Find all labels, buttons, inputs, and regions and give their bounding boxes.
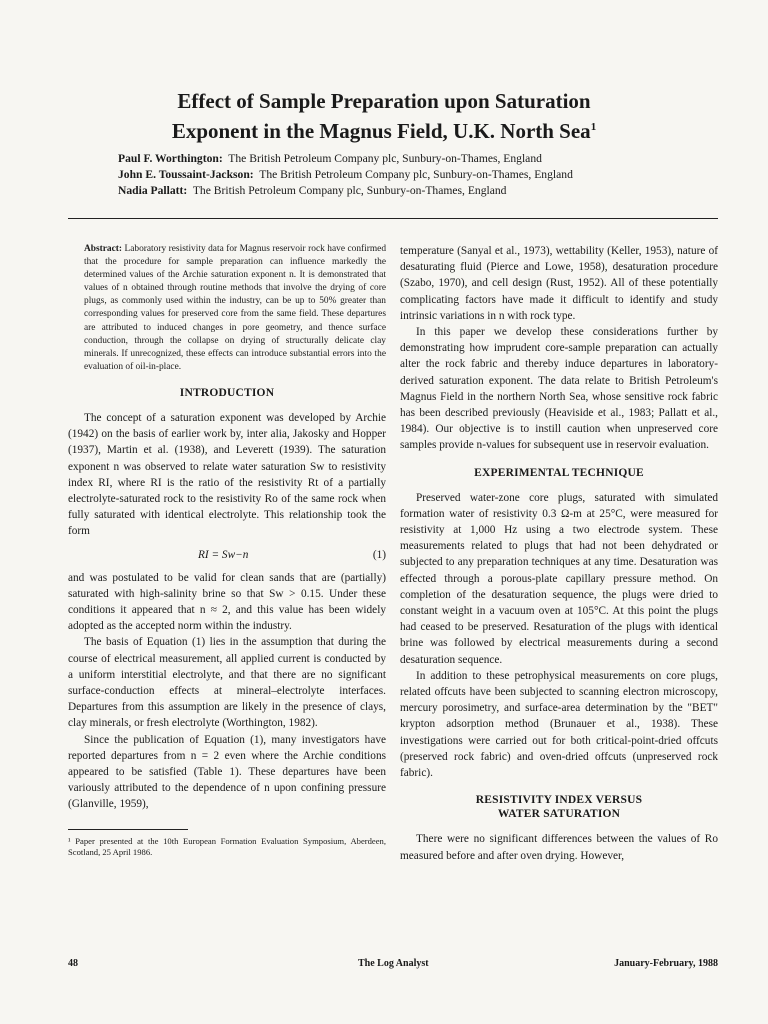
title-line-2: Exponent in the Magnus Field, U.K. North Sea$^1$ (171, 119, 597, 143)
abstract (68, 243, 386, 374)
header-divider (68, 218, 718, 219)
paragraph: In addition to these petrophysical measurements on core plugs, related offcuts have been subjected to scanning electron microscopy, mercury porosimetry, and surface-area determination by the "BET" krypton adsorption method (Brunauer et al., 1938). These investigations were carried out for both critical-point-dried offcuts (preserved rock fabric) and oven-dried offcuts (unpreserved rock fabric). (400, 669, 718, 780)
section-heading-line: WATER SATURATION (497, 808, 621, 821)
title-line-1: Effect of Sample Preparation upon Saturation (177, 89, 591, 113)
footnote: ¹ Paper presented at the 10th European Formation Evaluation Symposium, Aberdeen, Scotland, 25 April 1986. (68, 835, 386, 858)
paragraph: There were no significant differences between the values of Ro measured before and after oven drying. However, (400, 833, 718, 862)
paragraph: Since the publication of Equation (1), many investigators have reported departures from n = 2 even where the Archie conditions appeared to be satisfied (Table 1). These departures have been variously attributed to the dependence of n upon confining pressure (Glanville, 1959), (68, 733, 386, 811)
author-line (118, 167, 718, 183)
section-heading-experimental: EXPERIMENTAL TECHNIQUE (474, 466, 644, 479)
paragraph: and was postulated to be valid for clean sands that are (partially) saturated with high-salinity brine so that Sw > 0.15. Under these conditions it appeared that n ≈ 2, and this value has been widely adopted as the accepted norm within the industry. (68, 571, 386, 633)
author-affiliation: The British Petroleum Company plc, Sunbury-on-Thames, England (259, 168, 573, 181)
left-column (68, 243, 386, 859)
paragraph: The concept of a saturation exponent was developed by Archie (1942) on the basis of earlier work by, inter alia, Jakosky and Hopper (1937), Martin et al. (1938), and Leverett (1939). The saturation exponent n was observed to relate water saturation Sw to resistivity index RI, where RI is the ratio of the resistivity Rt of a partially electrolyte-saturated rock to the resistivity Ro of the same rock when fully saturated with identical electrolyte. This relationship took the form (68, 411, 386, 538)
title-footnote-mark: 1 (590, 121, 597, 133)
equation-1 (68, 544, 386, 566)
page-number: 48 (68, 958, 78, 969)
paragraph: In this paper we develop these considerations further by demonstrating how imprudent core-sample preparation can actually alter the rock fabric and thereby induce departures in laboratory-derived saturation exponent. The data relate to British Petroleum's Magnus Field in the northern North Sea, whose sensitive rock fabric has been described previously (Heaviside et al., 1983; Pallatt et al., 1984). Our objective is to instill caution when unpreserved core samples provide n-values for subsequent use in reservoir evaluation. (400, 326, 718, 452)
author-name: Nadia Pallatt: (118, 184, 188, 197)
author-affiliation: The British Petroleum Company plc, Sunbury-on-Thames, England (192, 184, 507, 197)
issue-date: January-February, 1988 (614, 958, 718, 969)
section-heading-introduction: INTRODUCTION (179, 386, 275, 399)
abstract-label: Abstract: (84, 244, 123, 254)
footnote-divider (68, 829, 188, 830)
journal-name: The Log Analyst (358, 958, 429, 969)
right-column (400, 243, 718, 864)
section-heading-line: RESISTIVITY INDEX VERSUS (475, 794, 643, 807)
author-affiliation: The British Petroleum Company plc, Sunbury-on-Thames, England (228, 152, 542, 165)
author-line (118, 151, 718, 167)
paragraph: The basis of Equation (1) lies in the assumption that during the course of electrical measurement, all applied current is conducted by a uniform interstitial electrolyte, and that there are no significant surface-conduction effects at mineral–electrolyte interfaces. Departures from this assumption are likely in the presence of clays, clay minerals, or fresh electrolyte (Worthington, 1982). (68, 636, 386, 730)
paragraph: temperature (Sanyal et al., 1973), wettability (Keller, 1953), nature of desaturating fluid (Pierce and Lowe, 1958), desaturation procedure (Szabo, 1970), and cell design (Rust, 1952). All of these potentially complicating factors have made it difficult to identify and study intrinsic variations in n with rock type. (400, 245, 718, 322)
author-name: John E. Toussaint-Jackson: (118, 168, 254, 181)
paragraph: Preserved water-zone core plugs, saturated with simulated formation water of resistivity 0.3 Ω-m at 25°C, were measured for resistivity at 1,000 Hz using a two electrode system. These measurements related to plugs that had not been dehydrated or subjected to any preparation techniques at any time. Desaturation was effected through a porous-plate capillary pressure method. On completion of the desaturation sequence, the plugs were dried to constant weight in a vacuum oven at 105°C. At this point the plugs had ceased to be preserved. Resaturation of the plugs with identical brine was followed by electrical measurements during a second desaturation sequence. (400, 491, 718, 666)
author-name: Paul F. Worthington: (118, 152, 223, 165)
equation-number: (1) (372, 548, 386, 561)
equation-expression: RI = Sw−n (198, 548, 249, 561)
author-list (118, 151, 718, 199)
paper-title (70, 88, 698, 144)
author-line (118, 183, 718, 199)
section-heading-resistivity (400, 793, 718, 821)
abstract-text: Laboratory resistivity data for Magnus reservoir rock have confirmed that the procedure for sample preparation can influence markedly the determined values of the Archie saturation exponent n. It is demonstrated that values of n obtained through routine methods that involve the drying of core plugs, as commonly used within the industry, can be up to 50% greater than corresponding values for preserved core from the same field. These departures are attributed to induced changes in pore geometry, and thence surface conduction, through the collapse on drying of structurally delicate clay minerals. If unrecognized, these effects can introduce substantial errors into the evaluation of oil-in-place. (84, 244, 387, 372)
